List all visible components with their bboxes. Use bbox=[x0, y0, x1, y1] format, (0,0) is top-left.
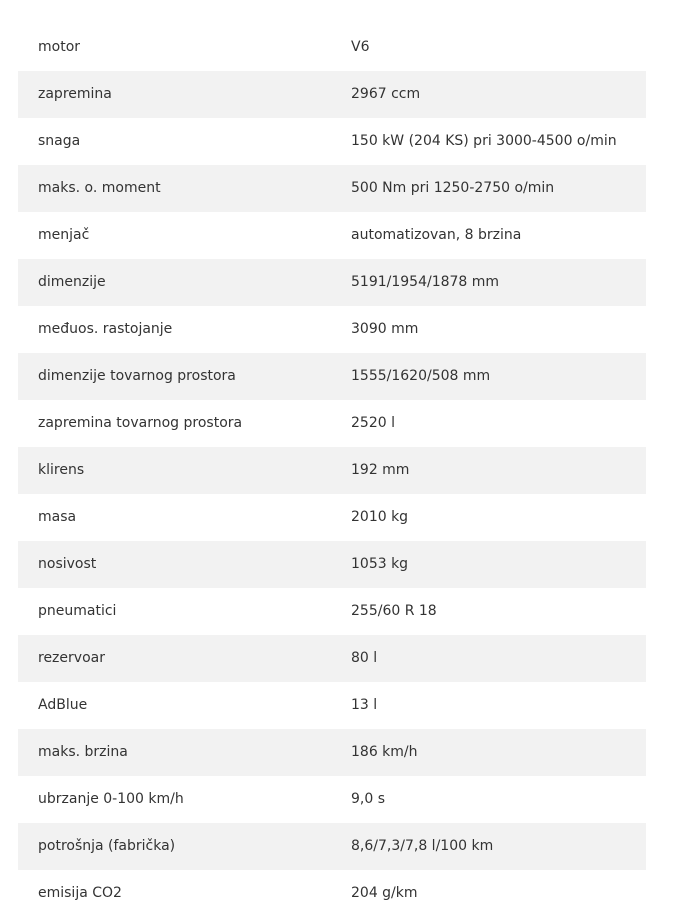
spec-label: međuos. rastojanje bbox=[38, 321, 173, 337]
spec-value: 3090 mm bbox=[351, 321, 419, 337]
spec-value: 1053 kg bbox=[351, 541, 646, 588]
table-row bbox=[18, 353, 646, 400]
spec-label: maks. brzina bbox=[18, 729, 351, 776]
spec-value: 1555/1620/508 mm bbox=[351, 353, 646, 400]
spec-label: snaga bbox=[38, 133, 81, 149]
table-row bbox=[18, 541, 646, 588]
spec-value: automatizovan, 8 brzina bbox=[351, 227, 522, 243]
spec-label: pneumatici bbox=[38, 603, 117, 619]
spec-label: AdBlue bbox=[38, 697, 88, 713]
spec-label: masa bbox=[38, 509, 77, 525]
spec-value: 80 l bbox=[351, 635, 646, 682]
table-row bbox=[18, 447, 646, 494]
spec-label: nosivost bbox=[18, 541, 351, 588]
spec-value: 186 km/h bbox=[351, 729, 646, 776]
table-row bbox=[18, 212, 646, 259]
table-row bbox=[18, 776, 646, 823]
table-row bbox=[18, 118, 646, 165]
table-row bbox=[18, 494, 646, 541]
spec-value: 204 g/km bbox=[351, 885, 418, 901]
spec-value: V6 bbox=[351, 39, 370, 55]
table-row bbox=[18, 400, 646, 447]
spec-label: menjač bbox=[38, 227, 90, 243]
spec-value: 2520 l bbox=[351, 415, 395, 431]
table-row bbox=[18, 870, 646, 917]
table-row bbox=[18, 71, 646, 118]
table-row bbox=[18, 823, 646, 870]
spec-value: 2967 ccm bbox=[351, 71, 646, 118]
spec-label: emisija CO2 bbox=[38, 885, 122, 901]
spec-value: 255/60 R 18 bbox=[351, 603, 437, 619]
spec-label: motor bbox=[38, 39, 81, 55]
table-row bbox=[18, 306, 646, 353]
spec-table-body bbox=[18, 24, 646, 917]
table-row bbox=[18, 259, 646, 306]
spec-label: klirens bbox=[18, 447, 351, 494]
spec-label: zapremina tovarnog prostora bbox=[38, 415, 243, 431]
table-row bbox=[18, 165, 646, 212]
spec-value: 8,6/7,3/7,8 l/100 km bbox=[351, 823, 646, 870]
spec-label: zapremina bbox=[18, 71, 351, 118]
spec-label: dimenzije bbox=[18, 259, 351, 306]
spec-value: 13 l bbox=[351, 697, 378, 713]
table-row bbox=[18, 635, 646, 682]
spec-value: 192 mm bbox=[351, 447, 646, 494]
spec-table bbox=[18, 24, 646, 917]
table-row bbox=[18, 682, 646, 729]
spec-value: 5191/1954/1878 mm bbox=[351, 259, 646, 306]
table-row bbox=[18, 588, 646, 635]
spec-value: 9,0 s bbox=[351, 791, 386, 807]
spec-label: maks. o. moment bbox=[18, 165, 351, 212]
spec-value: 2010 kg bbox=[351, 509, 409, 525]
spec-label: rezervoar bbox=[18, 635, 351, 682]
table-row bbox=[18, 729, 646, 776]
spec-label: potrošnja (fabrička) bbox=[18, 823, 351, 870]
table-row bbox=[18, 24, 646, 71]
spec-label: dimenzije tovarnog prostora bbox=[18, 353, 351, 400]
spec-value: 500 Nm pri 1250-2750 o/min bbox=[351, 165, 646, 212]
spec-value: 150 kW (204 KS) pri 3000-4500 o/min bbox=[351, 133, 617, 149]
spec-label: ubrzanje 0-100 km/h bbox=[38, 791, 184, 807]
